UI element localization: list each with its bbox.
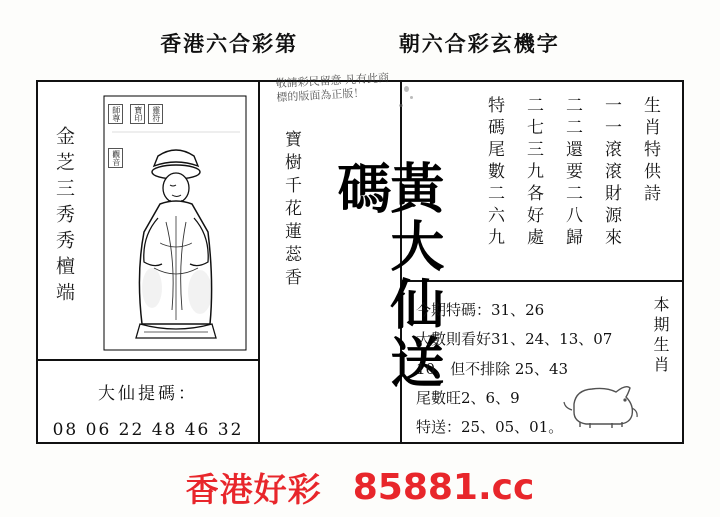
right-poem-columns <box>412 96 668 280</box>
center-vertical-poem: 寶樹千花蓮蕊香 <box>281 130 301 291</box>
footer-brand: 香港好彩 <box>185 470 322 509</box>
handwritten-note: 敬請彩民留意 凡有此商標的版面為正版！ <box>275 71 390 104</box>
numbers-line-4: 尾數旺2、6、9 <box>416 388 520 407</box>
numbers-line-5: 特送：25、05、01。 <box>416 418 564 436</box>
seal-stamp-2: 觀音 <box>108 148 123 168</box>
left-illustration-panel <box>38 82 258 359</box>
poem-column-2: 一一滾滾財源來 <box>601 96 621 250</box>
right-numbers-panel <box>402 282 682 442</box>
seal-stamp-3: 寶印 <box>130 104 145 124</box>
left-numbers-title: 大仙提碼： <box>98 384 198 404</box>
right-poem-panel <box>402 82 682 280</box>
scan-speck <box>404 86 409 92</box>
numbers-line-1: 今期特碼：31、26 <box>416 301 545 319</box>
page-title <box>0 28 720 58</box>
poem-column-4: 二七三九各好處 <box>523 96 543 250</box>
scan-speck <box>410 96 413 99</box>
scan-speck <box>399 104 403 107</box>
footer-banner <box>0 464 720 511</box>
seal-stamp-1: 師尊 <box>108 104 123 124</box>
poem-column-1: 生肖特供詩 <box>640 96 660 206</box>
left-numbers-values: 08 06 22 48 46 32 <box>52 420 244 440</box>
left-numbers-panel <box>38 361 258 444</box>
pig-icon <box>558 374 644 428</box>
center-calligraphy-panel <box>260 82 446 442</box>
numbers-line-3: 10，但不排除 25、43 <box>416 359 569 378</box>
footer-site: 85881.cc <box>352 467 535 508</box>
main-frame <box>36 80 684 444</box>
zodiac-side-label: 本期生肖 <box>651 296 670 376</box>
center-big-characters: 黃大仙送碼 <box>328 160 446 392</box>
header-right-title: 朝六合彩玄機字 <box>398 32 560 56</box>
seal-stamp-4: 靈符 <box>148 104 163 124</box>
header-left-title: 香港六合彩第 <box>160 32 299 56</box>
left-vertical-text: 金芝三秀秀檀端 <box>53 126 75 308</box>
numbers-line-2: 大數則看好31、24、13、07 <box>416 330 613 349</box>
deity-illustration <box>100 92 250 354</box>
poem-column-5: 特碼尾數二六九 <box>484 96 504 250</box>
poem-column-3: 二二還要二八歸 <box>562 96 582 250</box>
